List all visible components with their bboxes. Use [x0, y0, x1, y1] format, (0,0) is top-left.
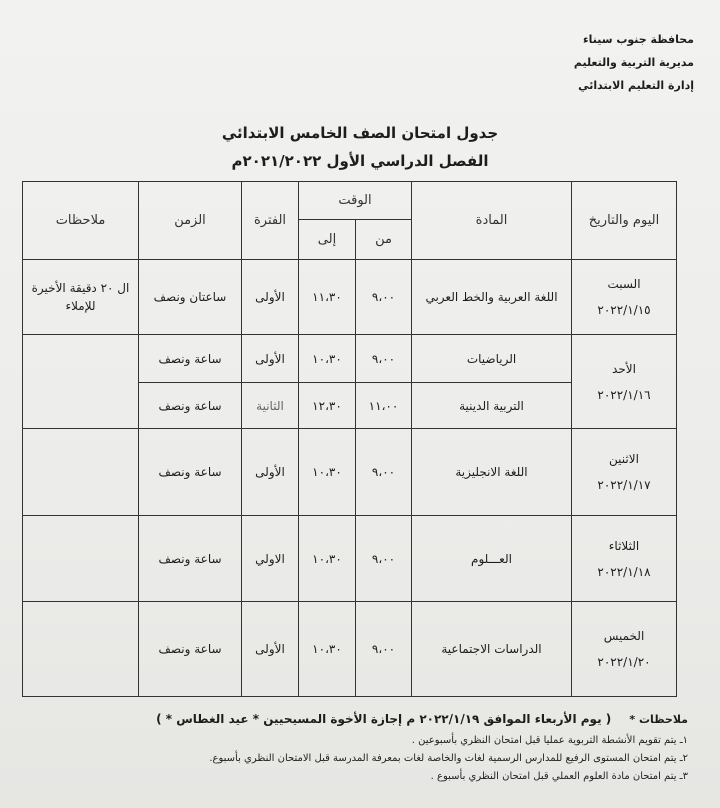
header-day: اليوم والتاريخ [572, 182, 677, 260]
header-duration: الزمن [139, 182, 242, 260]
day-cell: الخميس ٢٠٢٢/١/٢٠ [572, 602, 677, 697]
holiday-note: ( يوم الأربعاء الموافق ٢٠٢٢/١/١٩ م إجازة الأخوة المسيحيين * عيد الغطاس * ) [156, 712, 612, 726]
from-cell: ٩،٠٠ [356, 515, 412, 602]
to-cell: ١٠،٣٠ [299, 429, 356, 516]
exam-schedule-table [22, 181, 677, 697]
subject-cell: التربية الدينية [412, 383, 572, 429]
day-cell: الاثنين ٢٠٢٢/١/١٧ [572, 429, 677, 516]
duration-cell: ساعة ونصف [139, 515, 242, 602]
table-row [23, 602, 677, 697]
table-row [23, 334, 677, 382]
issuer-header [574, 28, 694, 97]
period-cell: الأولى [242, 429, 299, 516]
from-cell: ٩،٠٠ [356, 260, 412, 334]
header-subject: المادة [412, 182, 572, 260]
from-cell: ٩،٠٠ [356, 429, 412, 516]
duration-cell: ساعة ونصف [139, 429, 242, 516]
header-to: إلى [299, 220, 356, 260]
header-time: الوقت [299, 182, 412, 220]
subject-cell: الرياضيات [412, 334, 572, 382]
subject-cell: العـــلوم [412, 515, 572, 602]
from-cell: ٩،٠٠ [356, 334, 412, 382]
notes-cell [23, 334, 139, 429]
notes-section [20, 712, 688, 789]
subject-cell: الدراسات الاجتماعية [412, 602, 572, 697]
period-cell: الاولي [242, 515, 299, 602]
subject-cell: اللغة العربية والخط العربي [412, 260, 572, 334]
duration-cell: ساعة ونصف [139, 334, 242, 382]
date: ٢٠٢٢/١/١٧ [597, 478, 651, 493]
from-cell: ٩،٠٠ [356, 602, 412, 697]
period-cell: الثانية [242, 383, 299, 429]
document-subtitle: الفصل الدراسي الأول ٢٠٢١/٢٠٢٢م [231, 152, 489, 170]
duration-cell: ساعتان ونصف [139, 260, 242, 334]
to-cell: ١٠،٣٠ [299, 515, 356, 602]
day-cell: الأحد ٢٠٢٢/١/١٦ [572, 334, 677, 429]
date: ٢٠٢٢/١/١٦ [597, 387, 651, 402]
table-row [23, 260, 677, 334]
table-row [23, 429, 677, 516]
subject-cell: اللغة الانجليزية [412, 429, 572, 516]
duration-cell: ساعة ونصف [139, 383, 242, 429]
note-item: ١ـ يتم تقويم الأنشطة التربوية عمليا قبل امتحان النظري بأسبوعين . [411, 735, 688, 746]
header-directorate: مديرية التربية والتعليم [573, 56, 694, 69]
notes-cell [23, 602, 139, 697]
period-cell: الأولى [242, 334, 299, 382]
notes-cell [23, 429, 139, 516]
notes-cell [23, 515, 139, 602]
period-cell: الأولى [242, 260, 299, 334]
header-governorate: محافظة جنوب سيناء [582, 33, 694, 46]
header-from: من [356, 220, 412, 260]
notes-label: ملاحظات * [629, 713, 688, 726]
note-item: ٢ـ يتم امتحان المستوى الرفيع للمدارس الرسمية لغات والخاصة لغات بمعرفة المدرسة قبل الامتحان النظري بأسبوع. [209, 753, 688, 764]
note-item: ٣ـ يتم امتحان مادة العلوم العملي قبل امتحان النظري بأسبوع . [430, 771, 688, 782]
header-period: الفترة [242, 182, 299, 260]
to-cell: ١١،٣٠ [299, 260, 356, 334]
to-cell: ١٠،٣٠ [299, 602, 356, 697]
to-cell: ١٠،٣٠ [299, 334, 356, 382]
header-notes: ملاحظات [23, 182, 139, 260]
date: ٢٠٢٢/١/١٨ [597, 564, 651, 579]
day-cell: الثلاثاء ٢٠٢٢/١/١٨ [572, 515, 677, 602]
date: ٢٠٢٢/١/٢٠ [597, 655, 651, 670]
period-cell: الأولى [242, 602, 299, 697]
to-cell: ١٢،٣٠ [299, 383, 356, 429]
from-cell: ١١،٠٠ [356, 383, 412, 429]
duration-cell: ساعة ونصف [139, 602, 242, 697]
table-row [23, 515, 677, 602]
day-cell: السبت ٢٠٢٢/١/١٥ [572, 260, 677, 334]
notes-cell: ال ٢٠ دقيقة الأخيرة للإملاء [23, 260, 139, 334]
notes-heading [20, 712, 688, 726]
document-title: جدول امتحان الصف الخامس الابتدائي [221, 124, 499, 142]
date: ٢٠٢٢/١/١٥ [597, 303, 651, 318]
header-administration: إدارة التعليم الابتدائي [578, 79, 694, 92]
